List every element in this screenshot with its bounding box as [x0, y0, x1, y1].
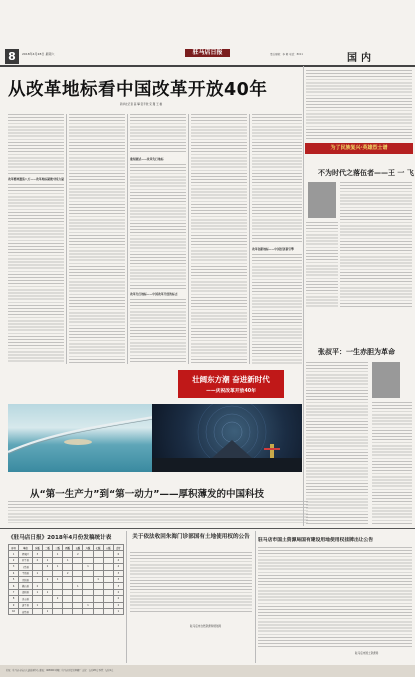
subhead-4: 改革创新地标——中国经济新引擎	[252, 247, 294, 251]
table-cell: 2	[32, 557, 42, 563]
column-divider	[126, 531, 127, 663]
table-cell: 1	[9, 551, 19, 557]
story-1-text-lower	[306, 222, 338, 307]
stats-table	[8, 544, 124, 615]
table-header-cell: 单位	[19, 545, 33, 551]
photo-caption: 从“第一生产力”到“第一动力”——厚积薄发的中国科技	[30, 489, 264, 500]
body-column-5	[252, 114, 302, 364]
table-cell: 1	[53, 551, 63, 557]
table-header-cell: 合计	[113, 545, 123, 551]
table-cell	[53, 608, 63, 614]
table-cell	[93, 608, 103, 614]
banner-line-1: 壮阔东方潮 奋进新时代	[192, 375, 270, 384]
notice-1-text	[130, 552, 252, 614]
table-cell: 2	[113, 596, 123, 602]
table-header-cell: 五版	[73, 545, 83, 551]
notice-2-sign: 驻马店市国土资源局	[355, 652, 379, 655]
body-column-3	[130, 114, 186, 364]
footer-text: 社址：驻马店市乐山大道新闻中心 邮编：463000 印刷：驻马店日报社印刷厂 定价：每月28元 零售：每份1元	[6, 669, 114, 672]
table-cell: 平舆县	[19, 570, 33, 576]
observatory-photo	[152, 404, 302, 472]
table-cell: 1	[53, 576, 63, 582]
table-cell: 6	[113, 551, 123, 557]
subhead-1: 改革精神激荡八方——改革地标凝聚中国力量	[8, 177, 64, 181]
table-cell: 确山县	[19, 583, 33, 589]
table-cell: 2	[42, 564, 52, 570]
table-cell: 4	[113, 557, 123, 563]
table-header-cell: 序号	[9, 545, 19, 551]
table-cell: 新蔡县	[19, 608, 33, 614]
column-divider	[249, 114, 250, 364]
table-cell: 4	[9, 570, 19, 576]
table-cell	[32, 608, 42, 614]
caption-text	[8, 501, 308, 523]
editor-info: 责任编辑：李 朝 电话：8011	[270, 53, 303, 56]
notice-2-title: 驻马店市国土资源局国有建设用地使用权挂牌出让公告	[258, 538, 374, 543]
table-cell	[63, 608, 73, 614]
section-name: 国内	[347, 53, 375, 64]
header-rule	[0, 65, 415, 67]
issue-date: 2018年4月28日 星期六	[22, 52, 55, 56]
table-cell: 10	[9, 608, 19, 614]
table-row	[9, 608, 124, 614]
table-cell: 遂平县	[19, 602, 33, 608]
table-cell: 1	[83, 564, 93, 570]
star-trail-illustration	[152, 404, 302, 472]
table-cell: 2	[113, 602, 123, 608]
body-column-1	[8, 114, 64, 364]
byline: 新华社记者 高 攀 张辛欣 宋 瑾 王 楷	[120, 103, 163, 106]
portrait-1	[308, 182, 336, 218]
notice-1-sign: 驻马店市自然资源和规划局	[190, 625, 222, 628]
table-cell: 2	[32, 583, 42, 589]
table-header-cell: 七版	[93, 545, 103, 551]
table-header-cell: 六版	[83, 545, 93, 551]
table-cell: 5	[9, 576, 19, 582]
table-cell: 汝南县	[19, 596, 33, 602]
table-cell: 2	[9, 557, 19, 563]
table-cell: 4	[113, 564, 123, 570]
table-cell: 正阳县	[19, 576, 33, 582]
body-column-4	[191, 114, 247, 364]
table-cell: 1	[42, 589, 52, 595]
column-divider	[188, 114, 189, 364]
portrait-2	[372, 362, 400, 398]
stats-table-title: 《驻马店日报》2018年4月份发稿统计表	[8, 535, 112, 541]
body-column-2	[69, 114, 125, 364]
table-cell: 9	[9, 602, 19, 608]
table-cell	[83, 608, 93, 614]
table-cell: 3	[113, 576, 123, 582]
table-cell: 1	[63, 557, 73, 563]
table-cell	[103, 608, 113, 614]
bridge-photo	[8, 404, 160, 472]
table-cell: 2	[63, 570, 73, 576]
anniversary-banner	[178, 370, 284, 398]
story-1-text	[340, 182, 412, 307]
table-cell: 3	[9, 564, 19, 570]
table-cell: 泌阳县	[19, 589, 33, 595]
bottom-rule	[0, 528, 415, 529]
table-cell: 8	[9, 596, 19, 602]
table-cell: 3	[113, 583, 123, 589]
notice-2-text	[258, 547, 412, 647]
page-number: 8	[5, 49, 19, 64]
table-cell: 1	[42, 557, 52, 563]
table-cell: 西平县	[19, 557, 33, 563]
table-cell: 1	[32, 589, 42, 595]
table-header-cell: 三版	[53, 545, 63, 551]
story-2-text-lower	[372, 402, 412, 524]
column-divider	[127, 114, 128, 364]
table-cell: 1	[113, 608, 123, 614]
table-cell: 1	[53, 564, 63, 570]
story-1-title: 不为时代之落伍者——王 一 飞	[318, 169, 414, 177]
sea-bridge-illustration	[8, 404, 160, 472]
table-header-cell: 二版	[42, 545, 52, 551]
table-cell: 3	[32, 551, 42, 557]
main-headline: 从改革地标看中国改革开放40年	[8, 80, 268, 100]
table-cell: 上蔡县	[19, 564, 33, 570]
table-cell: 2	[73, 551, 83, 557]
column-divider	[255, 531, 256, 663]
table-header-cell: 八版	[103, 545, 113, 551]
column-divider	[303, 66, 304, 526]
column-divider	[66, 114, 67, 364]
table-cell: 1	[93, 576, 103, 582]
table-cell: 1	[42, 576, 52, 582]
table-cell: 1	[83, 602, 93, 608]
table-cell: 1	[32, 602, 42, 608]
table-header-cell: 头版	[32, 545, 42, 551]
heroes-series-title: 为了民族复兴·英雄烈士谱	[305, 143, 413, 154]
table-cell: 6	[9, 583, 19, 589]
story-2-text	[306, 362, 368, 524]
story-2-title: 张叔平：一生赤胆为革命	[318, 348, 395, 356]
table-header-cell: 四版	[63, 545, 73, 551]
table-cell: 1	[73, 583, 83, 589]
notice-1-title: 关于依法收回朱海门诊部国有土地使用权的公告	[132, 534, 250, 540]
footer-bar	[0, 665, 415, 677]
right-top-text	[306, 70, 412, 140]
subhead-3: 改革先行地标——中国改革开放的标志	[130, 292, 178, 296]
table-cell: 驿城区	[19, 551, 33, 557]
table-cell	[73, 608, 83, 614]
table-cell: 2	[53, 596, 63, 602]
table-cell: 1	[32, 570, 42, 576]
banner-line-2: ——庆祝改革开放40年	[206, 389, 256, 394]
newspaper-logo: 驻马店日报	[185, 49, 230, 57]
table-cell: 7	[9, 589, 19, 595]
table-cell: 1	[42, 608, 52, 614]
table-cell: 3	[113, 570, 123, 576]
subhead-2: 敢闯敢试——改革先行地标	[130, 157, 164, 161]
table-cell: 2	[113, 589, 123, 595]
